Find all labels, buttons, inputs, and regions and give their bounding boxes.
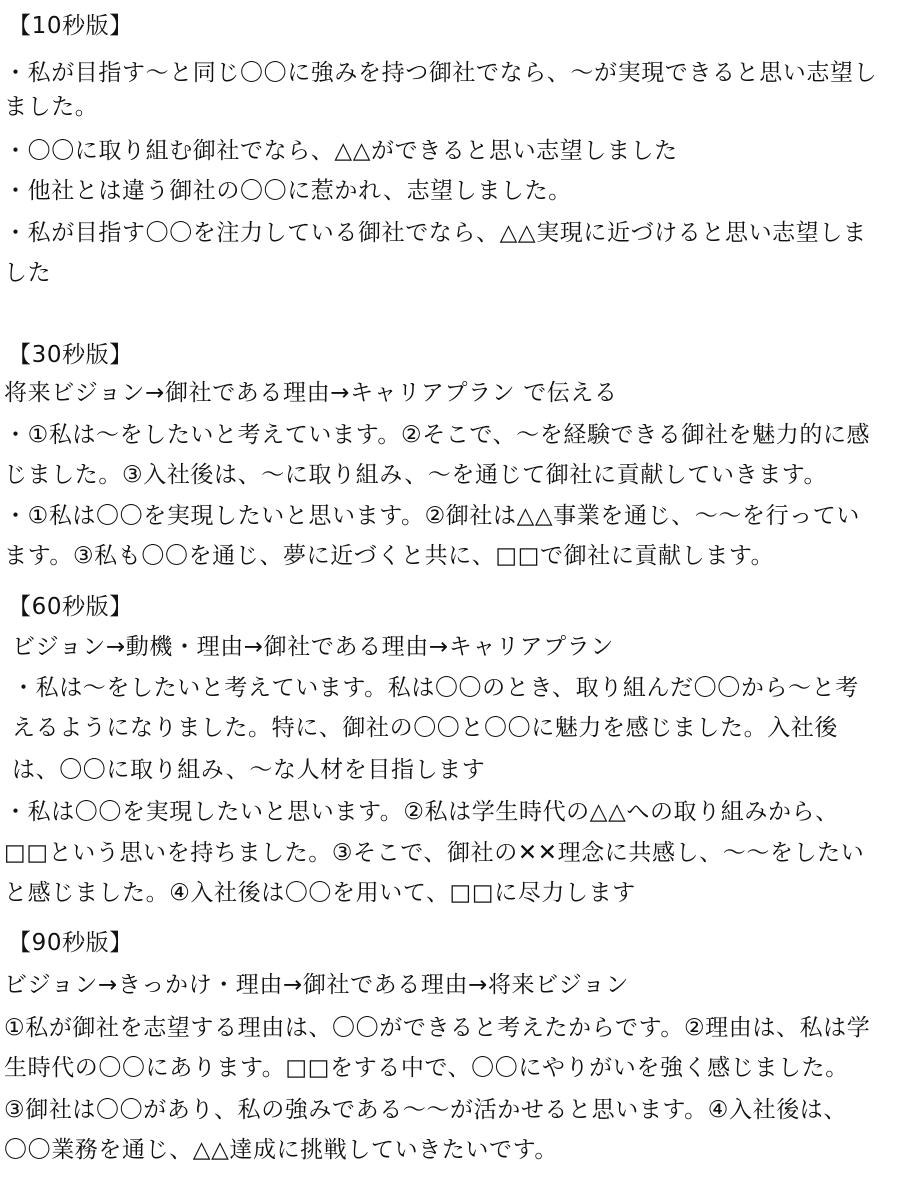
- section-90s-line: 生時代の〇〇にあります。□□をする中で、〇〇にやりがいを強く感じました。: [4, 1055, 849, 1081]
- section-10s-line: ・私が目指す～と同じ〇〇に強みを持つ御社でなら、～が実現できると思い志望し: [4, 60, 878, 86]
- section-90s-line: ③御社は〇〇があり、私の強みである～～が活かせると思います。④入社後は、: [4, 1097, 847, 1123]
- section-30s-line: 将来ビジョン→御社である理由→キャリアプラン で伝える: [4, 380, 618, 406]
- section-heading-10s: 【10秒版】: [8, 13, 133, 39]
- section-10s-line: した: [4, 260, 52, 286]
- section-90s-line: ①私が御社を志望する理由は、〇〇ができると考えたからです。②理由は、私は学: [4, 1015, 871, 1041]
- section-heading-90s: 【90秒版】: [8, 930, 133, 956]
- section-60s-line: □□という思いを持ちました。③そこで、御社の✕✕理念に共感し、～～をしたい: [4, 840, 865, 866]
- section-10s-line: ました。: [4, 94, 99, 120]
- section-60s-line: は、〇〇に取り組み、～な人材を目指します: [12, 757, 486, 783]
- section-heading-30s: 【30秒版】: [8, 342, 133, 368]
- section-10s-line: ・私が目指す〇〇を注力している御社でなら、△△実現に近づけると思い志望しま: [4, 220, 867, 246]
- section-60s-line: えるようになりました。特に、御社の〇〇と〇〇に魅力を感じました。入社後: [12, 715, 838, 741]
- section-60s-line: ビジョン→動機・理由→御社である理由→キャリアプラン: [12, 634, 614, 660]
- section-60s-line: と感じました。④入社後は〇〇を用いて、□□に尽力します: [4, 880, 636, 906]
- section-90s-line: ビジョン→きっかけ・理由→御社である理由→将来ビジョン: [4, 972, 630, 998]
- section-30s-line: ・①私は～をしたいと考えています。②そこで、～を経験できる御社を魅力的に感: [4, 422, 871, 448]
- section-10s-line: ・〇〇に取り組む御社でなら、△△ができると思い志望しました: [4, 138, 678, 164]
- section-10s-line: ・他社とは違う御社の〇〇に惹かれ、志望しました。: [4, 178, 572, 204]
- section-30s-line: ます。③私も〇〇を通じ、夢に近づくと共に、□□で御社に貢献します。: [4, 543, 775, 569]
- section-90s-line: 〇〇業務を通じ、△△達成に挑戦していきたいです。: [4, 1137, 558, 1163]
- section-30s-line: じました。③入社後は、～に取り組み、～を通じて御社に貢献していきます。: [4, 462, 828, 488]
- section-30s-line: ・①私は〇〇を実現したいと思います。②御社は△△事業を通じ、～～を行ってい: [4, 503, 860, 529]
- section-heading-60s: 【60秒版】: [8, 594, 133, 620]
- section-60s-line: ・私は～をしたいと考えています。私は〇〇のとき、取り組んだ〇〇から～と考: [12, 675, 859, 701]
- section-60s-line: ・私は〇〇を実現したいと思います。②私は学生時代の△△への取り組みから、: [4, 799, 839, 825]
